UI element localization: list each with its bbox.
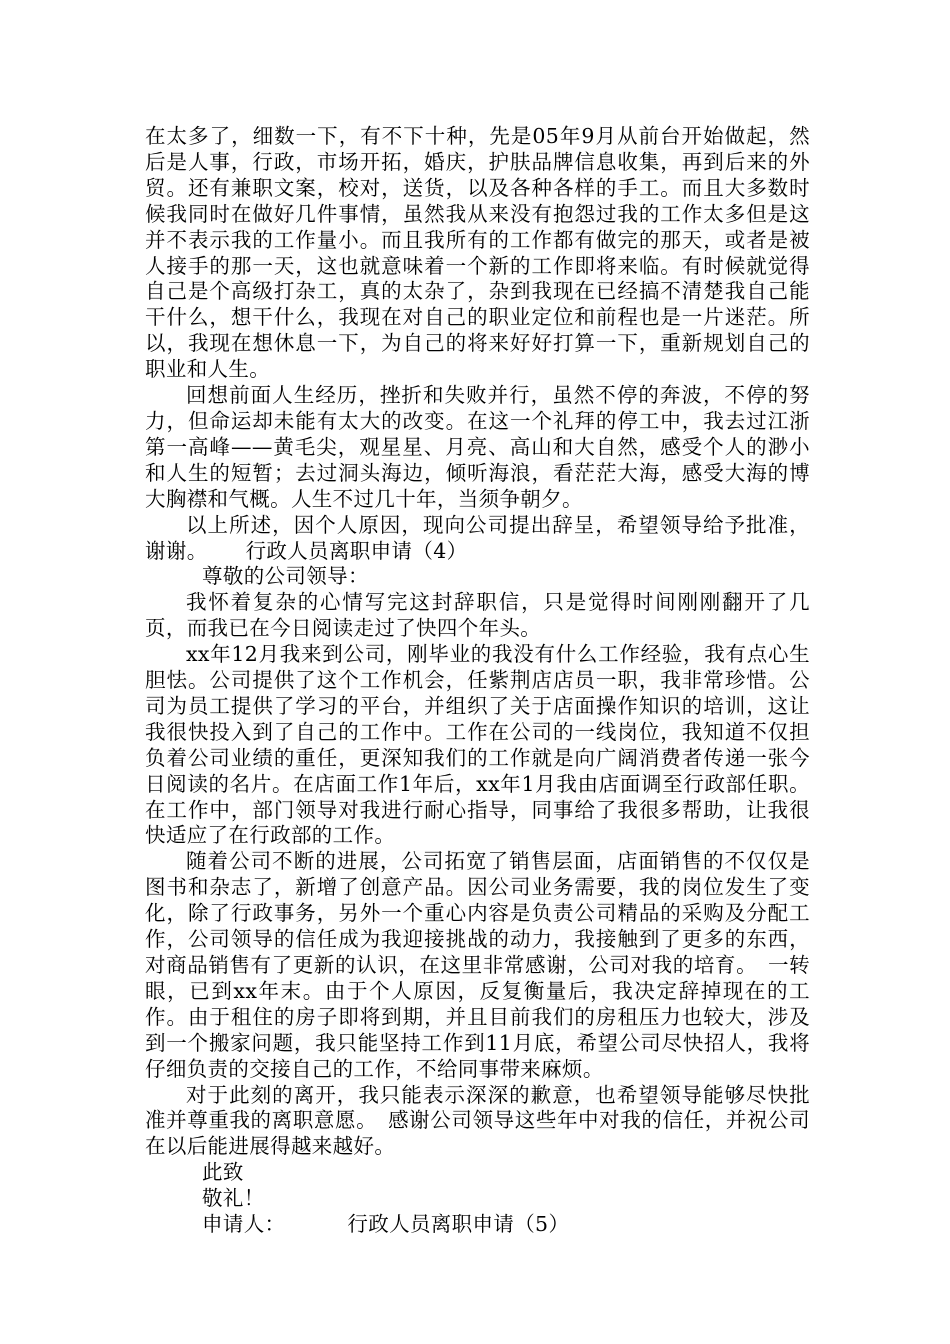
paragraph-opening: 我怀着复杂的心情写完这封辞职信，只是觉得时间刚刚翻开了几页，而我已在今日阅读走过了快四个年头。 bbox=[145, 590, 810, 641]
section-heading-4: 行政人员离职申请（4） bbox=[245, 538, 468, 563]
section-heading-5: 行政人员离职申请（5） bbox=[347, 1212, 570, 1237]
closing-line-1: 此致 bbox=[202, 1160, 244, 1185]
salutation: 尊敬的公司领导： bbox=[202, 564, 369, 589]
paragraph-apology: 对于此刻的离开，我只能表示深深的歉意，也希望领导能够尽快批准并尊重我的离职意愿。 感谢公司领导这些年中对我的信任，并祝公司在以后能进展得越来越好。 bbox=[145, 1082, 810, 1159]
applicant-label: 申请人： bbox=[202, 1212, 286, 1237]
paragraph-joining-company: xx年12月我来到公司，刚毕业的我没有什么工作经验，我有点心生胆怯。公司提供了这个工作机会，任紫荆店店员一职，我非常珍惜。公司为员工提供了学习的平台，并组织了关于店面操作知识的培训，这让我很快投入到了自己的工作中。工作在公司的一线岗位，我知道不仅担负着公司业绩的重任，更深知我们的工作就是向广阔消费者传递一张今日阅读的名片。在店面工作1年后，xx年1月我由店面调至行政部任职。在工作中，部门领导对我进行耐心指导，同事给了我很多帮助，让我很快适应了在行政部的工作。 bbox=[145, 642, 810, 848]
applicant-line bbox=[145, 1212, 810, 1238]
paragraph-company-growth: 随着公司不断的进展，公司拓宽了销售层面，店面销售的不仅仅是图书和杂志了，新增了创意产品。因公司业务需要，我的岗位发生了变化，除了行政事务，另外一个重心内容是负责公司精品的采购及分配工作，公司领导的信任成为我迎接挑战的动力，我接触到了更多的东西，对商品销售有了更新的认识，在这里非常感谢，公司对我的培育。 一转眼，已到xx年末。由于个人原因，反复衡量后，我决定辞掉现在的工作。由于租住的房子即将到期，并且目前我们的房租压力也较大，涉及到一个搬家问题，我只能坚持工作到11月底，希望公司尽快招人，我将仔细负责的交接自己的工作，不给同事带来麻烦。 bbox=[145, 849, 810, 1081]
paragraph-resignation-request bbox=[145, 513, 810, 565]
resignation-request-text: 以上所述，因个人原因，现向公司提出辞呈，希望领导给予批准，谢谢。 bbox=[145, 512, 810, 563]
closing-line-2: 敬礼！ bbox=[202, 1186, 265, 1211]
paragraph-work-history: 在太多了，细数一下，有不下十种，先是05年9月从前台开始做起，然后是人事，行政，市场开拓，婚庆，护肤品牌信息收集，再到后来的外贸。还有兼职文案，校对，送货，以及各种各样的手工。而且大多数时候我同时在做好几件事情，虽然我从来没有抱怨过我的工作太多但是这并不表示我的工作量小。而且我所有的工作都有做完的那天，或者是被人接手的那一天，这也就意味着一个新的工作即将来临。有时候就觉得自己是个高级打杂工，真的太杂了，杂到我现在已经搞不清楚我自己能干什么，想干什么，我现在对自己的职业定位和前程也是一片迷茫。所以，我现在想休息一下，为自己的将来好好打算一下，重新规划自己的职业和人生。 bbox=[145, 124, 810, 382]
document-page bbox=[145, 124, 810, 1238]
paragraph-life-reflection: 回想前面人生经历，挫折和失败并行，虽然不停的奔波，不停的努力，但命运却未能有太大的改变。在这一个礼拜的停工中，我去过江浙第一高峰——黄毛尖，观星星、月亮、高山和大自然，感受个人的渺小和人生的短暂；去过洞头海边，倾听海浪，看茫茫大海，感受大海的博大胸襟和气概。人生不过几十年，当须争朝夕。 bbox=[145, 383, 810, 511]
